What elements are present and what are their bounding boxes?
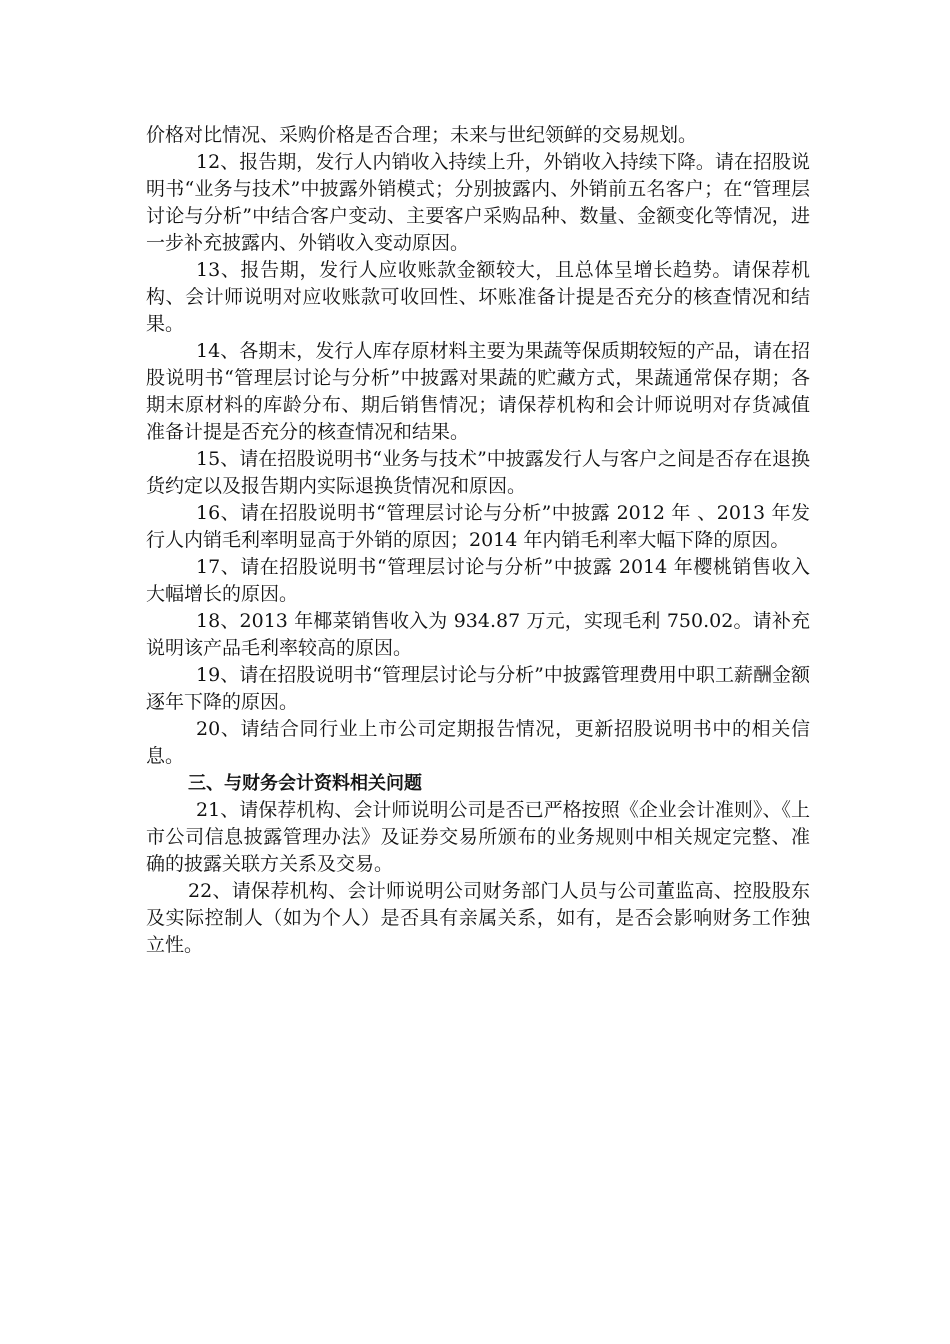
paragraph-item-20: 20、请结合同行业上市公司定期报告情况，更新招股说明书中的相关信息。 (146, 718, 810, 767)
paragraph-item-19: 19、请在招股说明书“管理层讨论与分析”中披露管理费用中职工薪酬金额逐年下降的原因。 (146, 664, 810, 713)
paragraph-item-15: 15、请在招股说明书“业务与技术”中披露发行人与客户之间是否存在退换货约定以及报告期内实际退换货情况和原因。 (146, 448, 810, 497)
paragraph-continuation: 价格对比情况、采购价格是否合理；未来与世纪领鲜的交易规划。 (146, 124, 698, 146)
paragraph-item-18: 18、2013 年椰菜销售收入为 934.87 万元，实现毛利 750.02。请补充说明该产品毛利率较高的原因。 (146, 610, 810, 659)
document-body (146, 122, 810, 959)
paragraph-item-14: 14、各期末，发行人库存原材料主要为果蔬等保质期较短的产品，请在招股说明书“管理层讨论与分析”中披露对果蔬的贮藏方式，果蔬通常保存期；各期末原材料的库龄分布、期后销售情况；请保荐机构和会计师说明对存货减值准备计提是否充分的核查情况和结果。 (146, 340, 810, 443)
paragraph-item-17: 17、请在招股说明书“管理层讨论与分析”中披露 2014 年樱桃销售收入大幅增长的原因。 (146, 556, 810, 605)
paragraph-item-12: 12、报告期，发行人内销收入持续上升，外销收入持续下降。请在招股说明书“业务与技术”中披露外销模式；分别披露内、外销前五名客户；在“管理层讨论与分析”中结合客户变动、主要客户采购品种、数量、金额变化等情况，进一步补充披露内、外销收入变动原因。 (146, 151, 810, 254)
section-heading: 三、与财务会计资料相关问题 (188, 773, 422, 794)
paragraph-item-21: 21、请保荐机构、会计师说明公司是否已严格按照《企业会计准则》、《上市公司信息披露管理办法》及证券交易所颁布的业务规则中相关规定完整、准确的披露关联方关系及交易。 (146, 799, 810, 875)
paragraph-item-16: 16、请在招股说明书“管理层讨论与分析”中披露 2012 年 、2013 年发行人内销毛利率明显高于外销的原因；2014 年内销毛利率大幅下降的原因。 (146, 502, 810, 551)
paragraph-item-13: 13、报告期，发行人应收账款金额较大，且总体呈增长趋势。请保荐机构、会计师说明对应收账款可收回性、坏账准备计提是否充分的核查情况和结果。 (146, 259, 810, 335)
paragraph-item-22: 22、请保荐机构、会计师说明公司财务部门人员与公司董监高、控股股东及实际控制人（如为个人）是否具有亲属关系，如有，是否会影响财务工作独立性。 (146, 880, 810, 956)
